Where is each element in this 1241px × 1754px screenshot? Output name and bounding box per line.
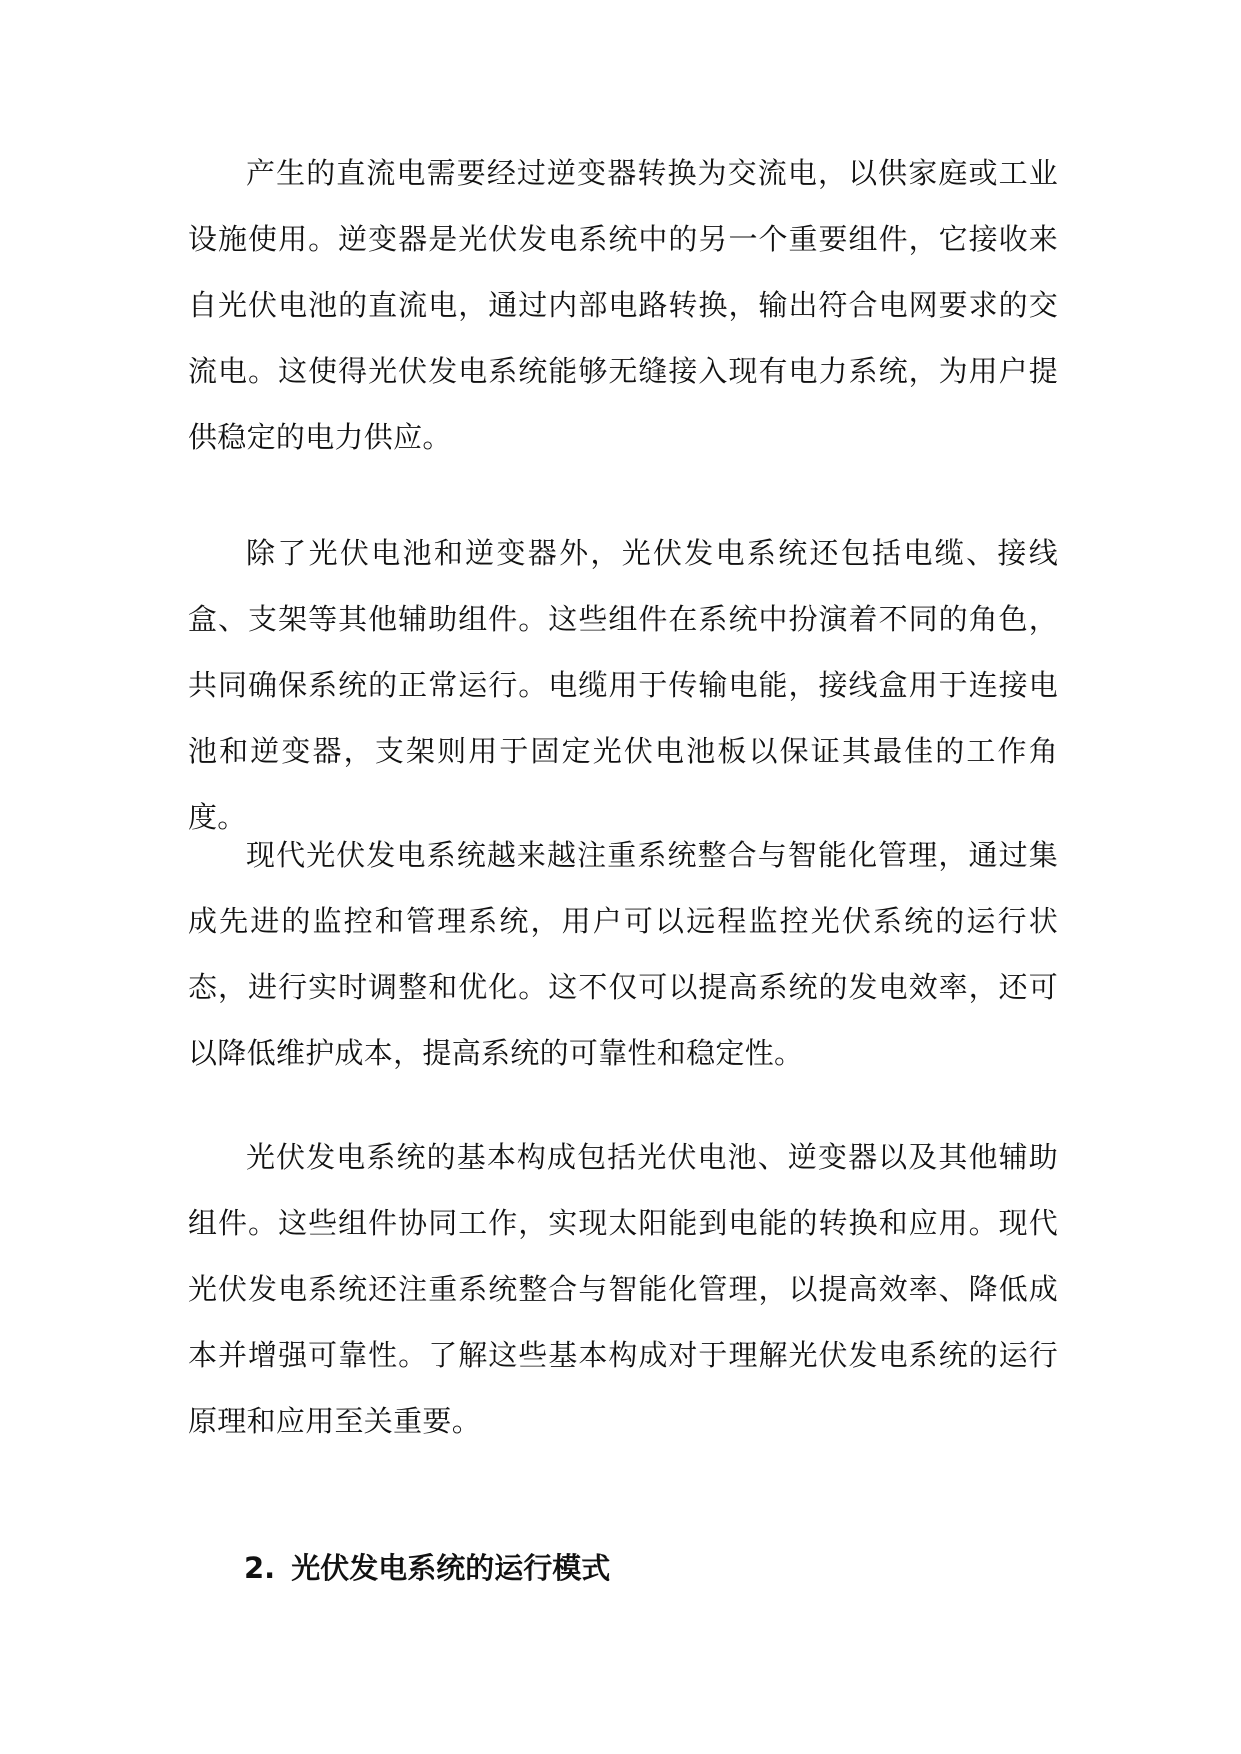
section-number: 2.	[244, 1551, 276, 1585]
body-paragraph-1: 产生的直流电需要经过逆变器转换为交流电，以供家庭或工业设施使用。逆变器是光伏发电系统中的另一个重要组件，它接收来自光伏电池的直流电，通过内部电路转换，输出符合电网要求的交流电。这使得光伏发电系统能够无缝接入现有电力系统，为用户提供稳定的电力供应。	[188, 156, 1058, 454]
body-paragraph-2: 除了光伏电池和逆变器外，光伏发电系统还包括电缆、接线盒、支架等其他辅助组件。这些组件在系统中扮演着不同的角色，共同确保系统的正常运行。电缆用于传输电能，接线盒用于连接电池和逆变器，支架则用于固定光伏电池板以保证其最佳的工作角度。	[188, 536, 1058, 834]
body-paragraph-3: 现代光伏发电系统越来越注重系统整合与智能化管理，通过集成先进的监控和管理系统，用户可以远程监控光伏系统的运行状态，进行实时调整和优化。这不仅可以提高系统的发电效率，还可以降低维护成本，提高系统的可靠性和稳定性。	[188, 838, 1058, 1070]
body-paragraph-4: 光伏发电系统的基本构成包括光伏电池、逆变器以及其他辅助组件。这些组件协同工作，实现太阳能到电能的转换和应用。现代光伏发电系统还注重系统整合与智能化管理，以提高效率、降低成本并增强可靠性。了解这些基本构成对于理解光伏发电系统的运行原理和应用至关重要。	[188, 1140, 1058, 1438]
section-heading	[244, 1548, 610, 1588]
section-title: 光伏发电系统的运行模式	[291, 1551, 611, 1585]
